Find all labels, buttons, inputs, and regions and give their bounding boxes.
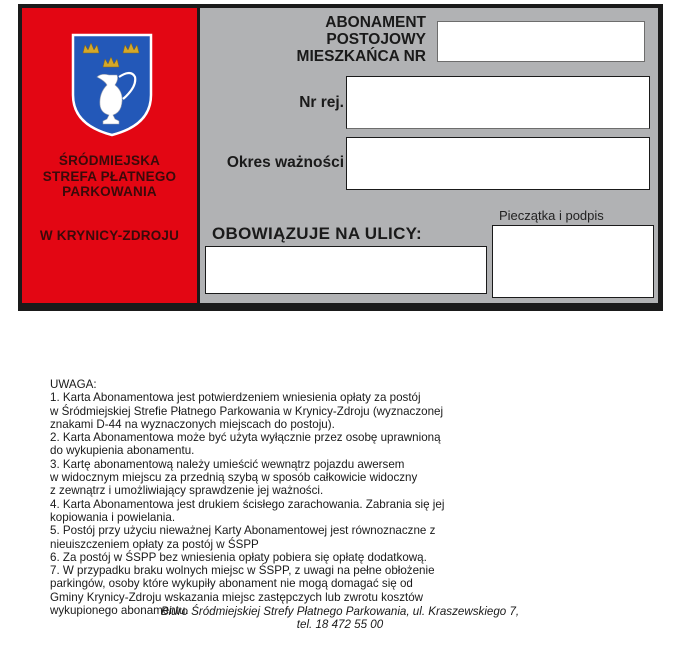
form-panel <box>200 8 658 303</box>
stamp-label: Pieczątka i podpis <box>499 208 604 223</box>
notes-line: kopiowania i powielania. <box>50 510 176 524</box>
office-phone: tel. 18 472 55 00 <box>296 618 384 632</box>
notes-line: parkingów, osoby które wykupiły abonament nie mogą domagać się od <box>50 577 413 591</box>
parking-permit-card <box>18 4 663 311</box>
zone-panel <box>22 8 197 303</box>
notes-line: 4. Karta Abonamentowa jest drukiem ścisłego zarachowania. Zabrania się jej <box>50 497 445 511</box>
notes-line: nieuiszczeniem opłaty za postój w ŚSPP <box>50 537 259 551</box>
notes-line: 3. Kartę abonamentową należy umieścić wewnątrz pojazdu awersem <box>50 457 405 471</box>
notes-line: Gminy Krynicy-Zdroju wskazania miejsc zastępczych lub zwrotu kosztów <box>50 590 424 604</box>
notes-line: znakami D-44 na wyznaczonych miejscach do postoju). <box>50 417 335 431</box>
permit-number-field[interactable] <box>437 21 645 62</box>
notes-line: wykupionego abonamentu. <box>50 604 189 618</box>
notes-section <box>50 378 630 617</box>
zone-city: W KRYNICY-ZDROJU <box>39 228 180 243</box>
notes-line: z zewnątrz i umożliwiający sprawdzenie jej ważności. <box>50 484 324 498</box>
notes-line: 1. Karta Abonamentowa jest potwierdzeniem wniesienia opłaty za postój <box>50 391 421 405</box>
notes-line: do wykupienia abonamentu. <box>50 444 195 458</box>
notes-line: w Śródmiejskiej Strefie Płatnego Parkowania w Krynicy-Zdroju (wyznaczonej <box>50 404 444 418</box>
office-address: Biuro Śródmiejskiej Strefy Płatnego Parkowania, ul. Kraszewskiego 7, <box>160 605 520 618</box>
street-label: OBOWIĄZUJE NA ULICY: <box>212 224 422 243</box>
notes-line: 5. Postój przy użyciu nieważnej Karty Abonamentowej jest równoznaczne z <box>50 524 436 538</box>
street-field[interactable] <box>205 246 487 294</box>
registration-field[interactable] <box>346 76 650 129</box>
coat-of-arms-icon <box>71 33 153 137</box>
validity-label: Okres ważności <box>226 154 344 171</box>
permit-number-label: ABONAMENT POSTOJOWY MIESZKAŃCA NR <box>296 14 426 65</box>
notes-heading: UWAGA: <box>50 378 97 391</box>
notes-line: w widocznym miejscu za przednią szybą w sposób całkowicie widoczny <box>50 471 418 485</box>
notes-line: 2. Karta Abonamentowa może być użyta wyłącznie przez osobę uprawnioną <box>50 431 441 445</box>
validity-field[interactable] <box>346 137 650 190</box>
office-footer <box>40 605 640 632</box>
stamp-signature-field[interactable] <box>492 225 654 298</box>
registration-label: Nr rej. <box>299 94 344 111</box>
notes-line: 6. Za postój w ŚSPP bez wniesienia opłaty pobiera się opłatę dodatkową. <box>50 550 427 564</box>
notes-line: 7. W przypadku braku wolnych miejsc w ŚSPP, z uwagi na pełne obłożenie <box>50 564 435 578</box>
zone-title: ŚRÓDMIEJSKA STREFA PŁATNEGO PARKOWANIA <box>42 153 177 199</box>
